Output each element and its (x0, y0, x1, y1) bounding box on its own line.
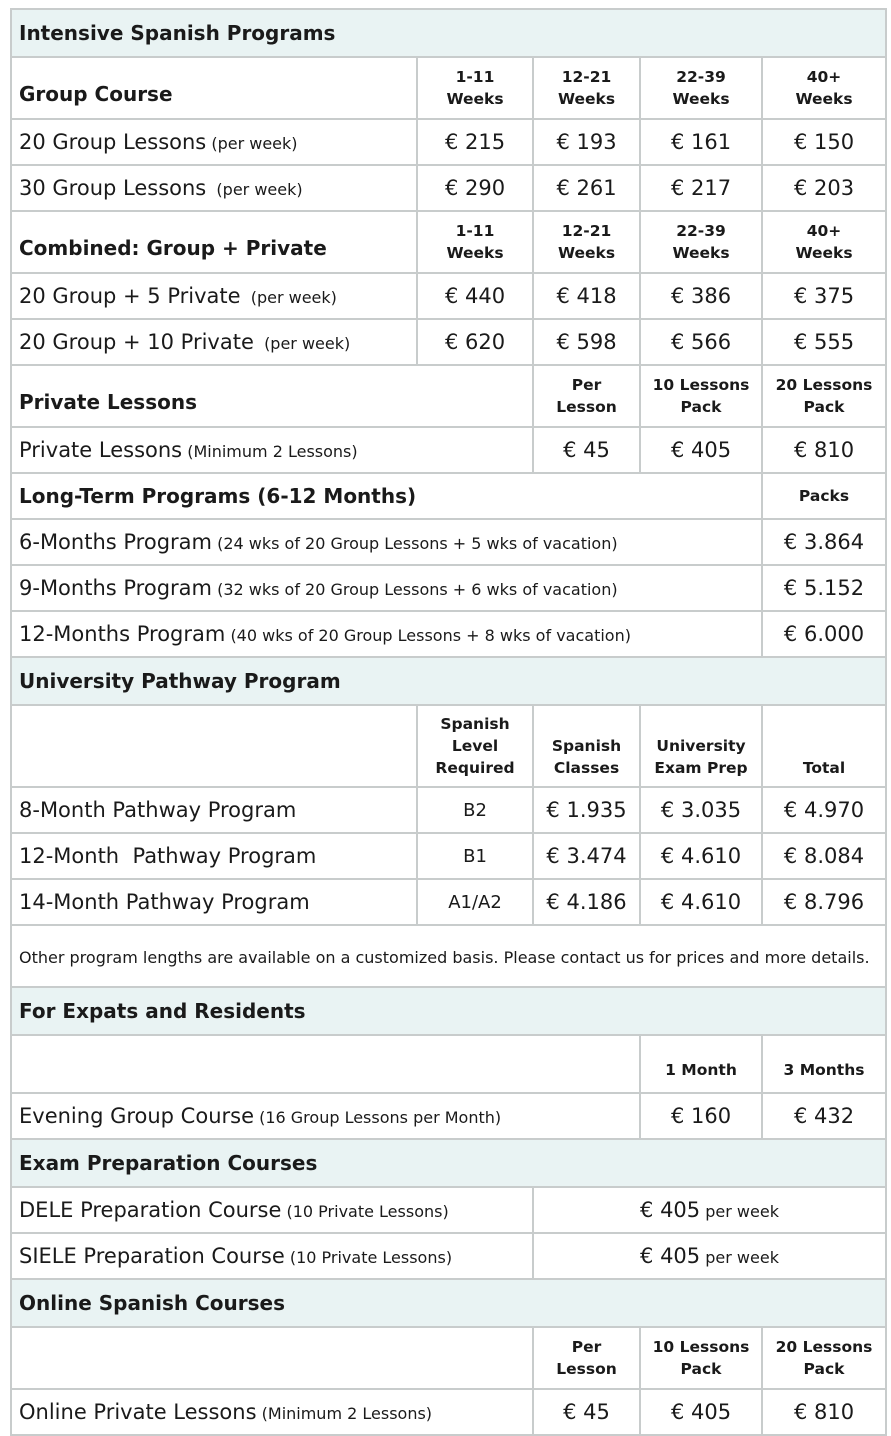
price-cell: € 405 (640, 1389, 762, 1435)
table-row (11, 119, 886, 165)
column-header: 22-39 Weeks (640, 211, 762, 273)
private-lessons-title: Private Lessons (11, 365, 533, 427)
price-cell: € 4.186 (533, 879, 640, 925)
section-title-intensive: Intensive Spanish Programs (11, 9, 886, 57)
row-note: (Minimum 2 Lessons) (187, 442, 358, 461)
price-cell: € 8.796 (762, 879, 886, 925)
price-cell: € 375 (762, 273, 886, 319)
row-note: (per week) (264, 334, 351, 353)
column-header: 22-39 Weeks (640, 57, 762, 119)
row-note: (40 wks of 20 Group Lessons + 8 wks of vacation) (230, 626, 631, 645)
price-cell: € 45 (533, 427, 640, 473)
column-header: 40+ Weeks (762, 211, 886, 273)
row-note: (16 Group Lessons per Month) (259, 1108, 502, 1127)
table-row (11, 427, 886, 473)
column-header: 12-21 Weeks (533, 57, 640, 119)
column-header: Per Lesson (533, 365, 640, 427)
empty-cell (11, 1327, 533, 1389)
group-course-title: Group Course (11, 57, 417, 119)
section-title-pathway: University Pathway Program (11, 657, 886, 705)
table-row (11, 165, 886, 211)
price-cell: € 810 (762, 427, 886, 473)
price-cell: € 418 (533, 273, 640, 319)
section-title-exam: Exam Preparation Courses (11, 1139, 886, 1187)
row-note: (10 Private Lessons) (286, 1202, 449, 1221)
table-row (11, 1389, 886, 1435)
price-cell: € 6.000 (762, 611, 886, 657)
price-cell: € 620 (417, 319, 533, 365)
price-cell: € 261 (533, 165, 640, 211)
price-cell: € 440 (417, 273, 533, 319)
row-label: 9-Months Program (19, 576, 212, 600)
column-header: 1-11 Weeks (417, 211, 533, 273)
row-label: DELE Preparation Course (19, 1198, 282, 1222)
price-unit: per week (705, 1248, 779, 1267)
column-header: Per Lesson (533, 1327, 640, 1389)
row-label: SIELE Preparation Course (19, 1244, 285, 1268)
price-cell: € 8.084 (762, 833, 886, 879)
row-note: (10 Private Lessons) (289, 1248, 453, 1267)
price-cell: € 45 (533, 1389, 640, 1435)
row-label: 20 Group + 10 Private (19, 330, 254, 354)
column-header: University Exam Prep (640, 705, 762, 787)
price-value: € 405 (640, 1244, 701, 1268)
price-cell: € 386 (640, 273, 762, 319)
empty-cell (11, 1035, 640, 1093)
row-label: 20 Group + 5 Private (19, 284, 241, 308)
price-cell: € 4.610 (640, 879, 762, 925)
price-cell: € 555 (762, 319, 886, 365)
price-cell: € 432 (762, 1093, 886, 1139)
level-cell: A1/A2 (417, 879, 533, 925)
level-cell: B2 (417, 787, 533, 833)
price-cell: € 3.474 (533, 833, 640, 879)
column-header: 40+ Weeks (762, 57, 886, 119)
price-cell: € 1.935 (533, 787, 640, 833)
combined-course-title: Combined: Group + Private (11, 211, 417, 273)
row-note: (per week) (211, 134, 298, 153)
column-header: 3 Months (762, 1035, 886, 1093)
table-row (11, 1233, 886, 1279)
row-note: (32 wks of 20 Group Lessons + 6 wks of vacation) (217, 580, 618, 599)
section-title-long-term: Long-Term Programs (6-12 Months) (11, 473, 762, 519)
row-label: Evening Group Course (19, 1104, 254, 1128)
table-row (11, 611, 886, 657)
section-title-expats: For Expats and Residents (11, 987, 886, 1035)
column-header: 10 Lessons Pack (640, 365, 762, 427)
price-cell: € 810 (762, 1389, 886, 1435)
section-title-online: Online Spanish Courses (11, 1279, 886, 1327)
price-cell: € 150 (762, 119, 886, 165)
price-unit: per week (705, 1202, 779, 1221)
column-header: 10 Lessons Pack (640, 1327, 762, 1389)
price-cell: € 4.610 (640, 833, 762, 879)
price-cell: € 5.152 (762, 565, 886, 611)
row-label: 12-Months Program (19, 622, 226, 646)
row-note: (Minimum 2 Lessons) (261, 1404, 433, 1423)
table-row (11, 273, 886, 319)
table-row (11, 833, 886, 879)
table-row (11, 1187, 886, 1233)
column-header: Packs (762, 473, 886, 519)
price-cell: € 566 (640, 319, 762, 365)
price-table (10, 8, 887, 1436)
row-label: Online Private Lessons (19, 1400, 257, 1424)
price-cell: € 3.864 (762, 519, 886, 565)
row-note: (per week) (216, 180, 303, 199)
price-cell: € 290 (417, 165, 533, 211)
column-header: Spanish Level Required (417, 705, 533, 787)
row-label: Private Lessons (19, 438, 183, 462)
price-cell: € 203 (762, 165, 886, 211)
pathway-footnote: Other program lengths are available on a customized basis. Please contact us for prices and more details. (11, 925, 886, 987)
column-header: 20 Lessons Pack (762, 365, 886, 427)
row-note: (per week) (250, 288, 337, 307)
price-cell: € 3.035 (640, 787, 762, 833)
row-label: 8-Month Pathway Program (11, 787, 417, 833)
table-row (11, 879, 886, 925)
price-cell: € 598 (533, 319, 640, 365)
row-note: (24 wks of 20 Group Lessons + 5 wks of vacation) (217, 534, 618, 553)
table-row (11, 787, 886, 833)
price-cell: € 160 (640, 1093, 762, 1139)
table-row (11, 319, 886, 365)
table-row (11, 1093, 886, 1139)
column-header: 20 Lessons Pack (762, 1327, 886, 1389)
column-header: Total (762, 705, 886, 787)
price-cell: € 215 (417, 119, 533, 165)
row-label: 14-Month Pathway Program (11, 879, 417, 925)
price-cell: € 217 (640, 165, 762, 211)
level-cell: B1 (417, 833, 533, 879)
table-row (11, 519, 886, 565)
row-label: 30 Group Lessons (19, 176, 207, 200)
column-header: 12-21 Weeks (533, 211, 640, 273)
row-label: 20 Group Lessons (19, 130, 207, 154)
row-label: 6-Months Program (19, 530, 212, 554)
row-label: 12-Month Pathway Program (11, 833, 417, 879)
price-cell: € 161 (640, 119, 762, 165)
empty-cell (11, 705, 417, 787)
price-cell: € 4.970 (762, 787, 886, 833)
price-cell: € 193 (533, 119, 640, 165)
column-header: Spanish Classes (533, 705, 640, 787)
table-row (11, 565, 886, 611)
column-header: 1-11 Weeks (417, 57, 533, 119)
price-cell: € 405 (640, 427, 762, 473)
price-value: € 405 (640, 1198, 701, 1222)
column-header: 1 Month (640, 1035, 762, 1093)
